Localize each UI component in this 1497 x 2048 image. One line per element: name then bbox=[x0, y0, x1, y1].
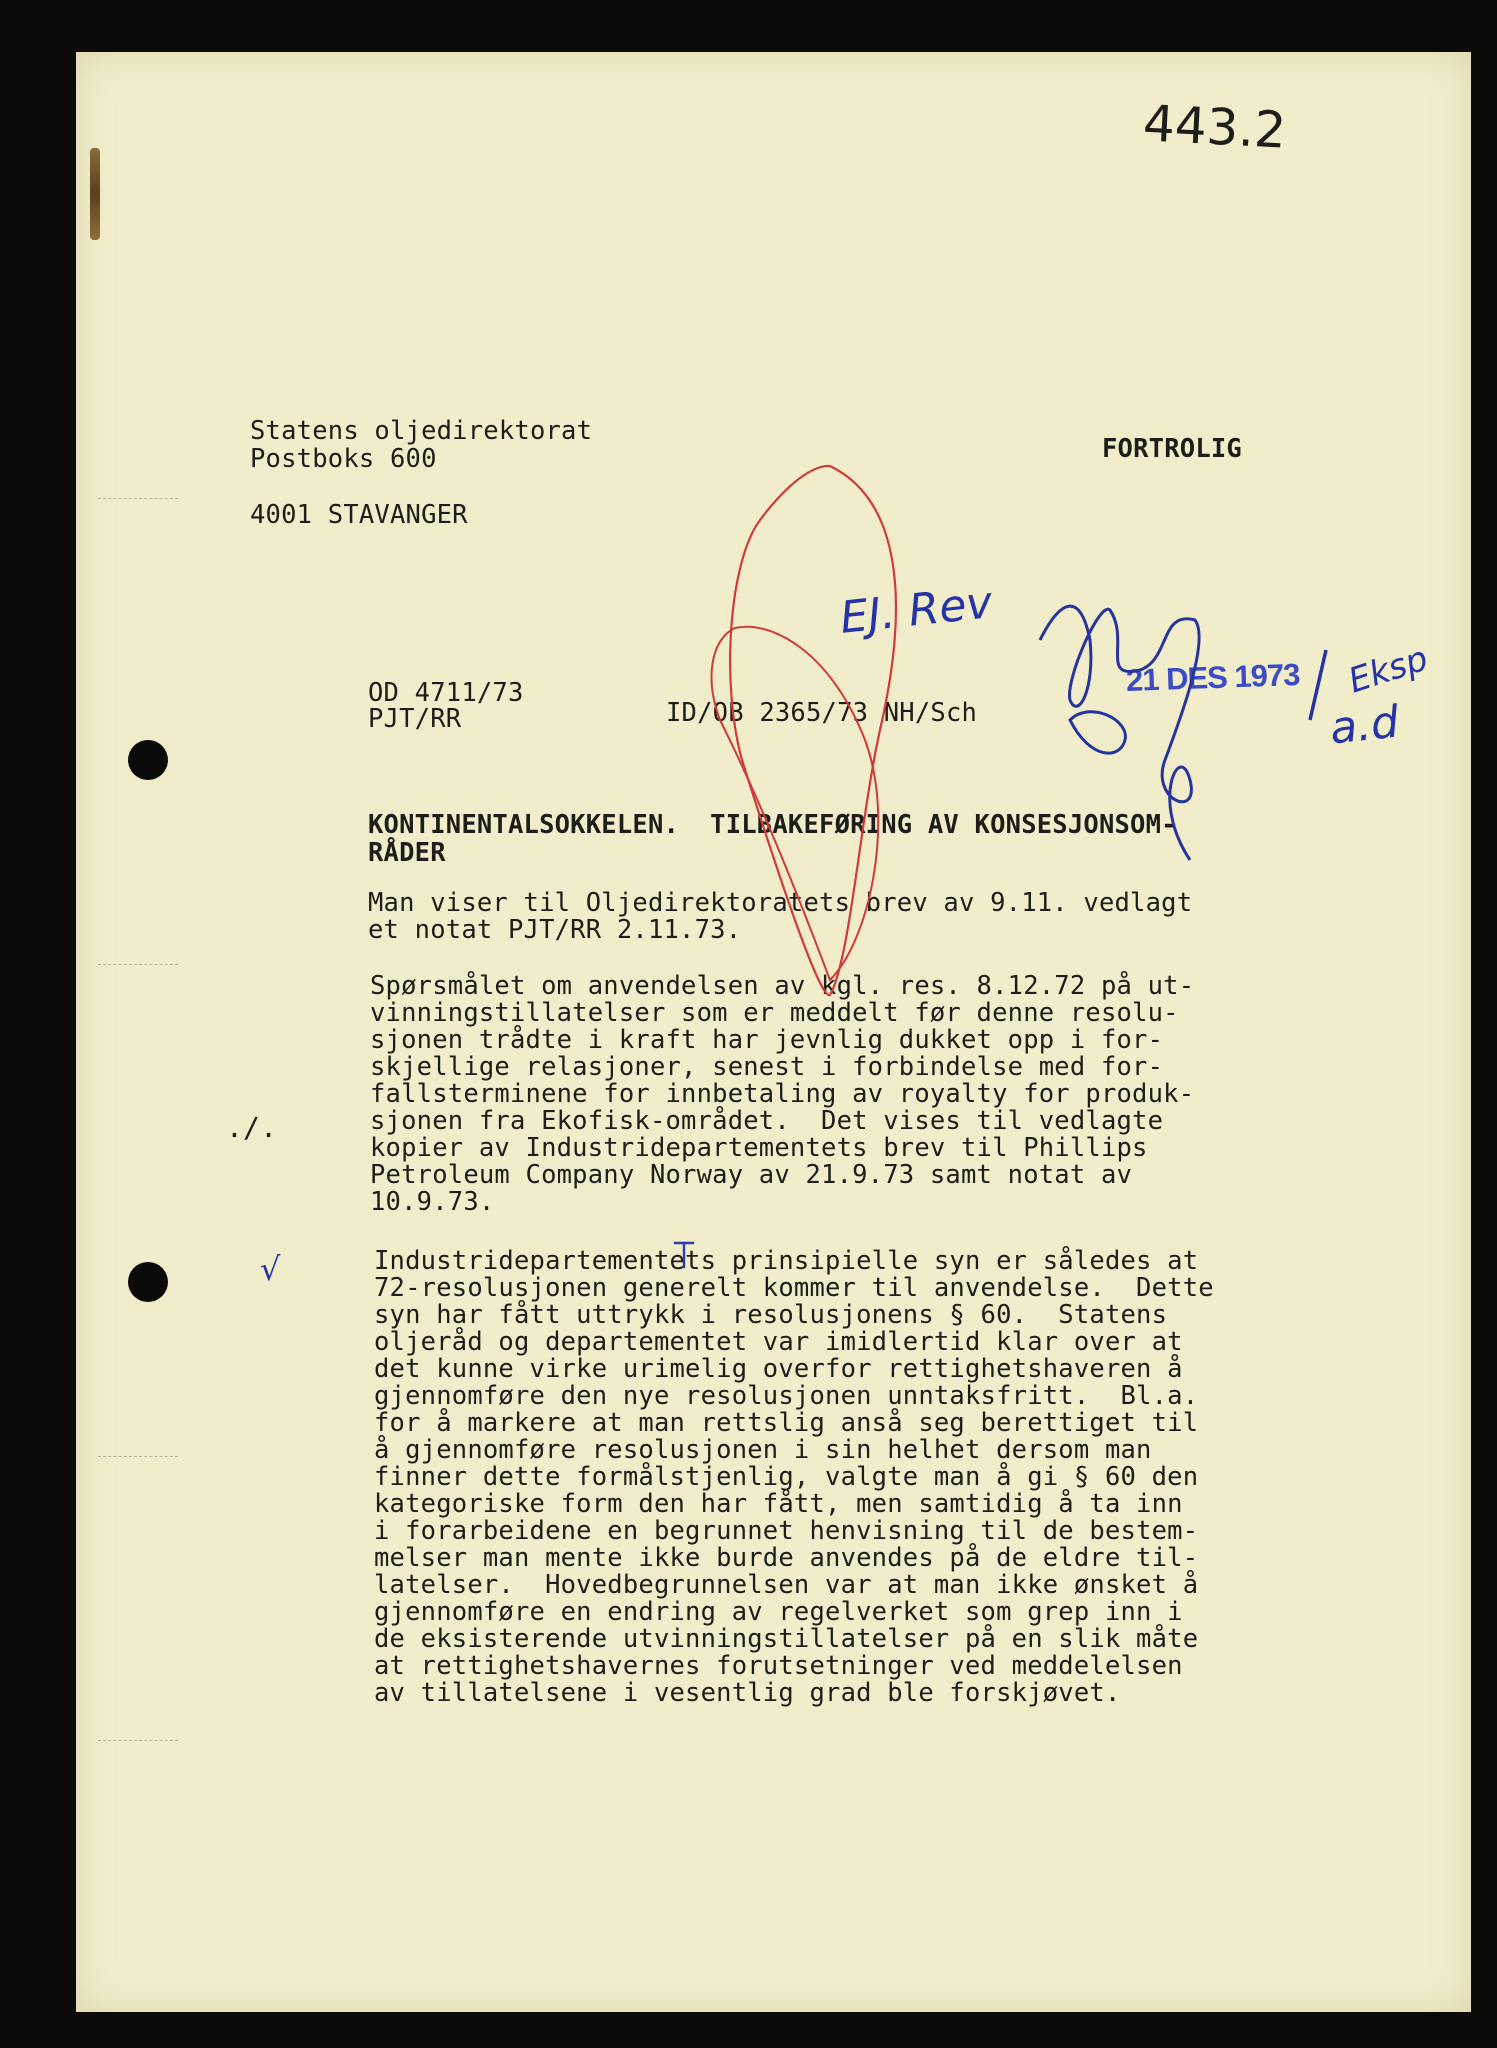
paragraph-3-line-8: å gjennomføre resolusjonen i sin helhet dersom man bbox=[374, 1435, 1152, 1465]
paragraph-1-line-1: Man viser til Oljedirektoratets brev av 9.11. vedlagt bbox=[368, 888, 1193, 918]
paragraph-2-line-7: kopier av Industridepartementets brev til Phillips bbox=[370, 1133, 1148, 1163]
red-pencil-loop-outer bbox=[730, 466, 896, 995]
subject-line-2: RÅDER bbox=[368, 838, 446, 868]
blue-text-insert-mark bbox=[674, 1243, 694, 1268]
paragraph-3-line-7: for å markere at man rettslig anså seg berettiget til bbox=[374, 1408, 1199, 1438]
paragraph-3-line-9: finner dette formålstjenlig, valgte man å gi § 60 den bbox=[374, 1462, 1199, 1492]
paragraph-3-line-3: syn har fått uttrykk i resolusjonens § 60. Statens bbox=[374, 1300, 1168, 1330]
address-line-2: Postboks 600 bbox=[250, 444, 437, 474]
red-pencil-loop-inner bbox=[712, 627, 879, 980]
paragraph-3-line-1: Industridepartementets prinsipielle syn er således at bbox=[374, 1246, 1199, 1276]
paragraph-3-line-4: oljeråd og departementet var imidlertid klar over at bbox=[374, 1327, 1183, 1357]
initials-handwriting: EJ. Rev bbox=[837, 577, 995, 644]
date-stamp: 21 DES 1973 bbox=[1125, 656, 1300, 699]
side-note-1: Eksp bbox=[1343, 638, 1433, 702]
paragraph-2-line-3: sjonen trådte i kraft har jevnlig dukket opp i for- bbox=[370, 1025, 1164, 1055]
paragraph-2-line-9: 10.9.73. bbox=[370, 1187, 495, 1217]
side-note-2: a.d bbox=[1327, 696, 1402, 755]
checkmark: √ bbox=[260, 1250, 281, 1288]
paragraph-2-line-6: sjonen fra Ekofisk-området. Det vises til vedlagte bbox=[370, 1106, 1164, 1136]
paragraph-3-line-14: gjennomføre en endring av regelverket som grep inn i bbox=[374, 1597, 1183, 1627]
reference-initials: PJT/RR bbox=[368, 704, 462, 734]
address-line-1: Statens oljedirektorat bbox=[250, 416, 593, 446]
subject-line-1: KONTINENTALSOKKELEN. TILBAKEFØRING AV KONSESJONSOM- bbox=[368, 810, 1177, 840]
blue-side-mark bbox=[1310, 650, 1326, 720]
reference-od: OD 4711/73 bbox=[368, 678, 524, 708]
paragraph-3-line-17: av tillatelsene i vesentlig grad ble forskjøvet. bbox=[374, 1678, 1121, 1708]
paragraph-3-line-11: i forarbeidene en begrunnet henvisning til de bestem- bbox=[374, 1516, 1199, 1546]
paragraph-2-line-5: fallsterminene for innbetaling av royalty for produk- bbox=[370, 1079, 1195, 1109]
paragraph-3-line-5: det kunne virke urimelig overfor rettighetshaveren å bbox=[374, 1354, 1183, 1384]
page-number: 443.2 bbox=[1141, 94, 1288, 160]
paragraph-2-line-1: Spørsmålet om anvendelsen av kgl. res. 8.12.72 på ut- bbox=[370, 971, 1195, 1001]
classification-label: FORTROLIG bbox=[1102, 434, 1242, 464]
paragraph-3-line-6: gjennomføre den nye resolusjonen unntaksfritt. Bl.a. bbox=[374, 1381, 1199, 1411]
paragraph-2-line-4: skjellige relasjoner, senest i forbindelse med for- bbox=[370, 1052, 1164, 1082]
paragraph-2-line-2: vinningstillatelser som er meddelt før denne resolu- bbox=[370, 998, 1179, 1028]
paragraph-3-line-15: de eksisterende utvinningstillatelser på en slik måte bbox=[374, 1624, 1199, 1654]
paragraph-3-line-13: latelser. Hovedbegrunnelsen var at man ikke ønsket å bbox=[374, 1570, 1199, 1600]
paragraph-3-line-2: 72-resolusjonen generelt kommer til anvendelse. Dette bbox=[374, 1273, 1214, 1303]
paragraph-1-line-2: et notat PJT/RR 2.11.73. bbox=[368, 915, 742, 945]
paragraph-3-line-16: at rettighetshavernes forutsetninger ved meddelelsen bbox=[374, 1651, 1183, 1681]
paragraph-2-line-8: Petroleum Company Norway av 21.9.73 samt notat av bbox=[370, 1160, 1133, 1190]
enclosure-mark: ./. bbox=[226, 1111, 278, 1144]
paragraph-3-line-10: kategoriske form den har fått, men samtidig å ta inn bbox=[374, 1489, 1183, 1519]
reference-id: ID/OB 2365/73 NH/Sch bbox=[666, 698, 978, 728]
blue-signature bbox=[1040, 606, 1199, 860]
paragraph-3-line-12: melser man mente ikke burde anvendes på de eldre til- bbox=[374, 1543, 1199, 1573]
address-line-3: 4001 STAVANGER bbox=[250, 500, 468, 530]
